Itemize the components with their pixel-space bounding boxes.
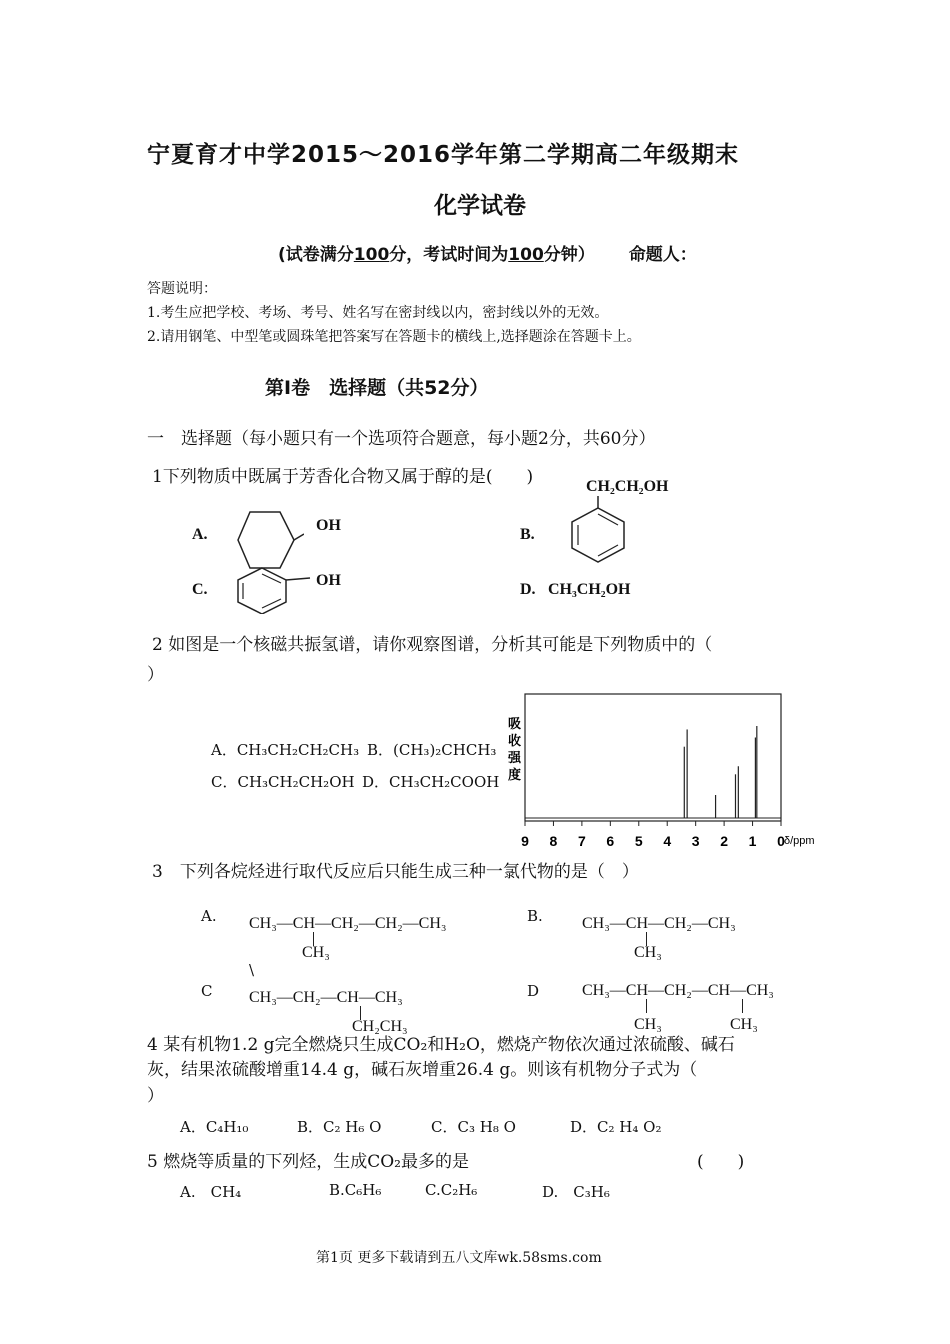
info-prefix: (试卷满分 (278, 245, 354, 265)
section-title: 第Ⅰ卷 选择题（共52分） (265, 377, 489, 399)
chart-ylabel-4: 度 (508, 768, 522, 783)
q3-backslash: \ (249, 961, 255, 979)
nmr-spectrum-chart (500, 690, 830, 860)
q2-option-c: C．CH₃CH₂CH₂OH (211, 773, 355, 791)
chart-ylabel-2: 收 (508, 734, 522, 749)
q3-option-b-branch: CH₃ (634, 944, 662, 961)
x-tick-label: 3 (691, 833, 700, 849)
q1-stem: 1下列物质中既属于芳香化合物又属于醇的是( ) (152, 467, 534, 487)
x-tick-label: 0 (777, 833, 785, 849)
x-tick-label: 9 (521, 833, 529, 849)
q2-option-b: B．(CH₃)₂CHCH₃ (367, 741, 497, 759)
q3-option-c-branch: CH₂CH₃ (352, 1018, 408, 1035)
exam-title: 宁夏育才中学2015～2016学年第二学期高二年级期末 (147, 142, 740, 168)
exam-info (278, 240, 697, 265)
q2-option-d: D．CH₃CH₂COOH (362, 773, 500, 791)
chart-xlabel: δ/ppm (784, 835, 815, 847)
q4-line1: 4 某有机物1.2 g完全燃烧只生成CO₂和H₂O，燃烧产物依次通过浓硫酸、碱石 (147, 1035, 735, 1055)
section-intro: 一 选择题（每小题只有一个选项符合题意，每小题2分，共60分） (147, 429, 656, 449)
x-tick-label: 4 (663, 833, 672, 849)
q4-option-b: B．C₂ H₆ O (297, 1118, 382, 1136)
instruction-line-2: 2.请用钢笔、中型笔或圆珠笔把答案写在答题卡的横线上,选择题涂在答题卡上。 (147, 329, 641, 345)
q3-option-c-main: CH₃—CH₂—CH—CH₃ (249, 989, 403, 1006)
x-tick-label: 7 (577, 833, 586, 849)
q1-option-c-group: OH (316, 572, 341, 589)
q3-option-a-main: CH₃—CH—CH₂—CH₂—CH₃ (249, 915, 447, 932)
q1-option-b-label: B. (520, 526, 535, 543)
q4-option-a: A．C₄H₁₀ (180, 1118, 249, 1136)
q4-line3: ） (147, 1086, 164, 1106)
info-mid: 分，考试时间为 (389, 245, 509, 265)
q3-d-bond-1 (646, 999, 647, 1013)
q1-option-a-label: A. (192, 526, 208, 543)
chart-ylabel-1: 吸 (508, 717, 522, 732)
exam-subtitle: 化学试卷 (434, 193, 526, 219)
q3-stem: 3 下列各烷烃进行取代反应后只能生成三种一氯代物的是（ ） (152, 862, 639, 882)
q3-option-d-label: D (527, 982, 540, 1000)
q1-option-d-label: D. (520, 581, 536, 598)
q3-option-d-branch-1: CH₃ (634, 1016, 662, 1033)
q1-option-b-group: CH₂CH₂OH (586, 478, 669, 495)
q3-option-d-main: CH₃—CH—CH₂—CH—CH₃ (582, 982, 774, 999)
exam-time: 100 (508, 245, 544, 265)
chart-frame (525, 694, 781, 821)
q3-option-a-branch: CH₃ (302, 944, 330, 961)
chart-ylabel-3: 强 (508, 751, 522, 766)
q3-option-b-label: B. (527, 907, 543, 925)
q3-option-a-label: A. (201, 907, 217, 925)
x-tick-label: 1 (748, 833, 757, 849)
q2-option-a: A．CH₃CH₂CH₂CH₃ (211, 741, 360, 759)
x-tick-label: 8 (549, 833, 558, 849)
q5-option-d: D. C₃H₆ (542, 1183, 610, 1201)
q3-option-c-label: C (201, 982, 213, 1000)
instructions-heading: 答题说明： (147, 281, 217, 297)
instruction-line-1: 1.考生应把学校、考场、考号、姓名写在密封线以内，密封线以外的无效。 (147, 305, 609, 321)
q1-option-d-formula: CH₃CH₂OH (548, 581, 631, 598)
q1-option-a-group: OH (316, 517, 341, 534)
benzene-ring-b (560, 496, 636, 566)
cyclohexane-ring (234, 508, 304, 572)
q3-option-b-main: CH₃—CH—CH₂—CH₃ (582, 915, 736, 932)
q5-option-c: C.C₂H₆ (425, 1181, 478, 1199)
page-footer: 第1页 更多下载请到五八文库wk.58sms.com (316, 1250, 602, 1266)
q5-option-b: B.C₆H₆ (329, 1181, 382, 1199)
q3-d-bond-2 (742, 999, 743, 1013)
x-tick-label: 6 (606, 833, 615, 849)
q5-answer-paren: ( ) (697, 1152, 745, 1172)
q5-option-a: A. CH₄ (180, 1183, 242, 1201)
q2-stem-line2: ） (147, 665, 164, 685)
q1-option-c-label: C. (192, 581, 208, 598)
benzene-ring-c (232, 566, 316, 614)
q2-stem-line1: 2 如图是一个核磁共振氢谱，请你观察图谱，分析其可能是下列物质中的（ (152, 635, 713, 655)
q4-option-c: C．C₃ H₈ O (431, 1118, 516, 1136)
info-suffix: 分钟） (543, 245, 595, 265)
q5-stem: 5 燃烧等质量的下列烃，生成CO₂最多的是 (147, 1152, 469, 1172)
x-tick-label: 5 (634, 833, 643, 849)
q4-option-d: D．C₂ H₄ O₂ (570, 1118, 662, 1136)
x-tick-label: 2 (720, 833, 729, 849)
author-label: 命题人： (628, 245, 697, 265)
q3-option-d-branch-2: CH₃ (730, 1016, 758, 1033)
full-score: 100 (353, 245, 390, 265)
q4-line2: 灰，结果浓硫酸增重14.4 g，碱石灰增重26.4 g。则该有机物分子式为（ (147, 1060, 698, 1080)
